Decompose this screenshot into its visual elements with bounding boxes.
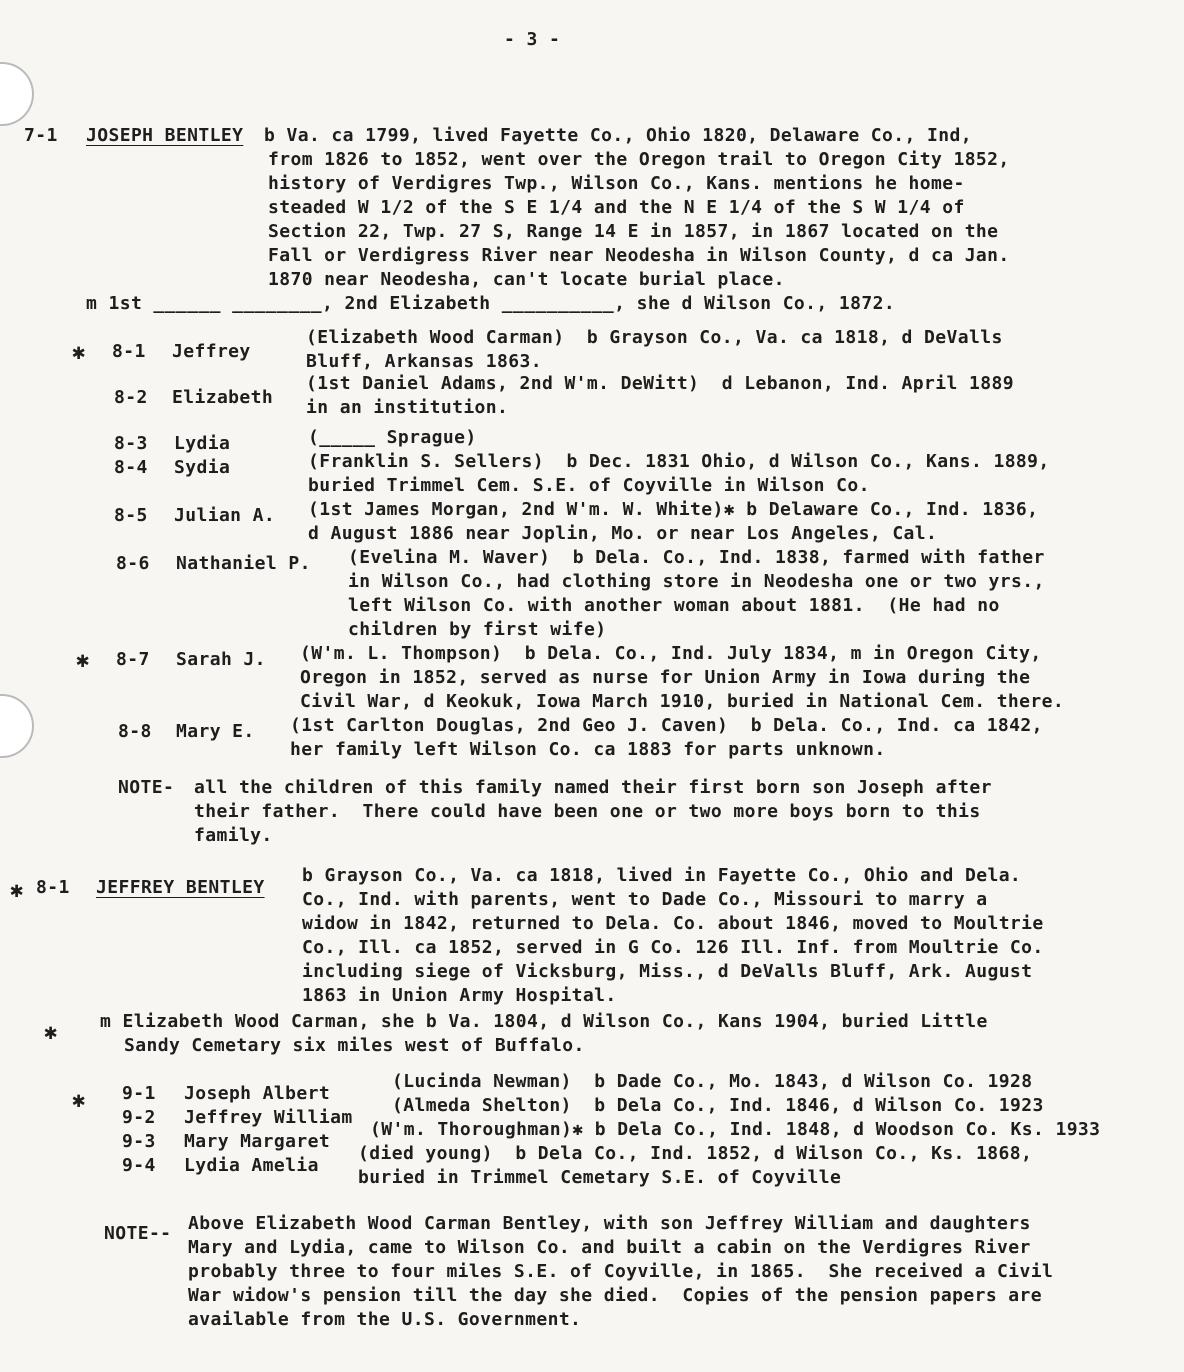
child-detail: (W'm. Thoroughman)✱ b Dela Co., Ind. 1848, d Woodson Co. Ks. 1933 [370, 1119, 1101, 1140]
child-name: Elizabeth [172, 387, 274, 408]
star-mark: ✱ [10, 878, 24, 903]
child-detail: her family left Wilson Co. ca 1883 for parts unknown. [290, 739, 886, 760]
note-line: all the children of this family named their first born son Joseph after [194, 777, 992, 798]
child-detail: in an institution. [306, 397, 509, 418]
child-detail: Oregon in 1852, served as nurse for Union Army in Iowa during the [300, 667, 1031, 688]
entry-name: JEFFREY BENTLEY [96, 877, 265, 898]
note-line: probably three to four miles S.E. of Coyville, in 1865. She received a Civil [188, 1261, 1054, 1282]
punch-hole [0, 694, 34, 758]
punch-hole [0, 62, 34, 126]
child-name: Lydia Amelia [184, 1155, 319, 1176]
child-detail: (Franklin S. Sellers) b Dec. 1831 Ohio, d Wilson Co., Kans. 1889, [308, 451, 1050, 472]
child-name: Julian A. [174, 505, 276, 526]
child-detail: (Lucinda Newman) b Dade Co., Mo. 1843, d Wilson Co. 1928 [392, 1071, 1033, 1092]
entry-line: b Grayson Co., Va. ca 1818, lived in Fayette Co., Ohio and Dela. [302, 865, 1022, 886]
child-name: Jeffrey William [184, 1107, 353, 1128]
entry-line: steaded W 1/2 of the S E 1/4 and the N E 1/4 of the S W 1/4 of [268, 197, 965, 218]
child-name: Jeffrey [172, 341, 251, 362]
entry-line: including siege of Vicksburg, Miss., d DeValls Bluff, Ark. August [302, 961, 1033, 982]
child-name: Mary Margaret [184, 1131, 331, 1152]
child-detail: buried Trimmel Cem. S.E. of Coyville in Wilson Co. [308, 475, 870, 496]
page-number: - 3 - [504, 29, 561, 50]
entry-name: JOSEPH BENTLEY [86, 125, 244, 146]
child-detail: d August 1886 near Joplin, Mo. or near Los Angeles, Cal. [308, 523, 938, 544]
entry-line: 1863 in Union Army Hospital. [302, 985, 617, 1006]
entry-id: 8-1 [36, 877, 70, 898]
note-label: NOTE- [118, 777, 175, 798]
child-detail: Civil War, d Keokuk, Iowa March 1910, buried in National Cem. there. [300, 691, 1065, 712]
child-detail: (1st Daniel Adams, 2nd W'm. DeWitt) d Lebanon, Ind. April 1889 [306, 373, 1014, 394]
child-detail: Bluff, Arkansas 1863. [306, 351, 542, 372]
entry-line: from 1826 to 1852, went over the Oregon trail to Oregon City 1852, [268, 149, 1010, 170]
child-id: 9-3 [122, 1131, 156, 1152]
entry-line: Co., Ill. ca 1852, served in G Co. 126 Ill. Inf. from Moultrie Co. [302, 937, 1044, 958]
entry-line: 1870 near Neodesha, can't locate burial place. [268, 269, 785, 290]
child-id: 8-1 [112, 341, 146, 362]
child-detail: (died young) b Dela Co., Ind. 1852, d Wilson Co., Ks. 1868, [358, 1143, 1033, 1164]
child-id: 8-2 [114, 387, 148, 408]
note-line: Above Elizabeth Wood Carman Bentley, with son Jeffrey William and daughters [188, 1213, 1031, 1234]
child-detail: (1st James Morgan, 2nd W'm. W. White)✱ b Delaware Co., Ind. 1836, [308, 499, 1039, 520]
child-id: 9-4 [122, 1155, 156, 1176]
child-id: 9-1 [122, 1083, 156, 1104]
child-detail: (_____ Sprague) [308, 427, 477, 448]
star-mark: ✱ [76, 648, 90, 673]
note-line: Mary and Lydia, came to Wilson Co. and built a cabin on the Verdigres River [188, 1237, 1031, 1258]
child-detail: in Wilson Co., had clothing store in Neodesha one or two yrs., [348, 571, 1045, 592]
marriage-line: m 1st ______ ________, 2nd Elizabeth __________, she d Wilson Co., 1872. [86, 293, 896, 314]
child-detail: (1st Carlton Douglas, 2nd Geo J. Caven) b Dela. Co., Ind. ca 1842, [290, 715, 1043, 736]
child-detail: (Evelina M. Waver) b Dela. Co., Ind. 1838, farmed with father [348, 547, 1045, 568]
child-name: Sydia [174, 457, 231, 478]
note-line: available from the U.S. Government. [188, 1309, 582, 1330]
note-line: family. [194, 825, 273, 846]
child-name: Joseph Albert [184, 1083, 331, 1104]
child-detail: (Elizabeth Wood Carman) b Grayson Co., Va. ca 1818, d DeValls [306, 327, 1003, 348]
child-detail: children by first wife) [348, 619, 607, 640]
entry-line: b Va. ca 1799, lived Fayette Co., Ohio 1820, Delaware Co., Ind, [264, 125, 972, 146]
note-label: NOTE-- [104, 1223, 172, 1244]
entry-line: widow in 1842, returned to Dela. Co. about 1846, moved to Moultrie [302, 913, 1044, 934]
child-id: 8-3 [114, 433, 148, 454]
star-mark: ✱ [44, 1020, 58, 1045]
child-id: 9-2 [122, 1107, 156, 1128]
note-line: War widow's pension till the day she died. Copies of the pension papers are [188, 1285, 1043, 1306]
child-id: 8-5 [114, 505, 148, 526]
entry-id: 7-1 [24, 125, 58, 146]
entry-line: history of Verdigres Twp., Wilson Co., Kans. mentions he home- [268, 173, 965, 194]
child-id: 8-6 [116, 553, 150, 574]
child-id: 8-8 [118, 721, 152, 742]
entry-line: Section 22, Twp. 27 S, Range 14 E in 1857, in 1867 located on the [268, 221, 999, 242]
child-name: Nathaniel P. [176, 553, 311, 574]
marriage-line: m Elizabeth Wood Carman, she b Va. 1804, d Wilson Co., Kans 1904, buried Little [100, 1011, 988, 1032]
child-id: 8-7 [116, 649, 150, 670]
child-detail: (W'm. L. Thompson) b Dela. Co., Ind. July 1834, m in Oregon City, [300, 643, 1042, 664]
child-detail: (Almeda Shelton) b Dela Co., Ind. 1846, d Wilson Co. 1923 [392, 1095, 1044, 1116]
child-detail: buried in Trimmel Cemetary S.E. of Coyville [358, 1167, 842, 1188]
note-line: their father. There could have been one or two more boys born to this [194, 801, 981, 822]
star-mark: ✱ [72, 1088, 86, 1113]
child-name: Sarah J. [176, 649, 266, 670]
marriage-line: Sandy Cemetary six miles west of Buffalo. [124, 1035, 585, 1056]
child-name: Mary E. [176, 721, 255, 742]
child-detail: left Wilson Co. with another woman about 1881. (He had no [348, 595, 1000, 616]
star-mark: ✱ [72, 340, 86, 365]
child-name: Lydia [174, 433, 231, 454]
child-id: 8-4 [114, 457, 148, 478]
entry-line: Co., Ind. with parents, went to Dade Co., Missouri to marry a [302, 889, 988, 910]
entry-line: Fall or Verdigress River near Neodesha in Wilson County, d ca Jan. [268, 245, 1010, 266]
